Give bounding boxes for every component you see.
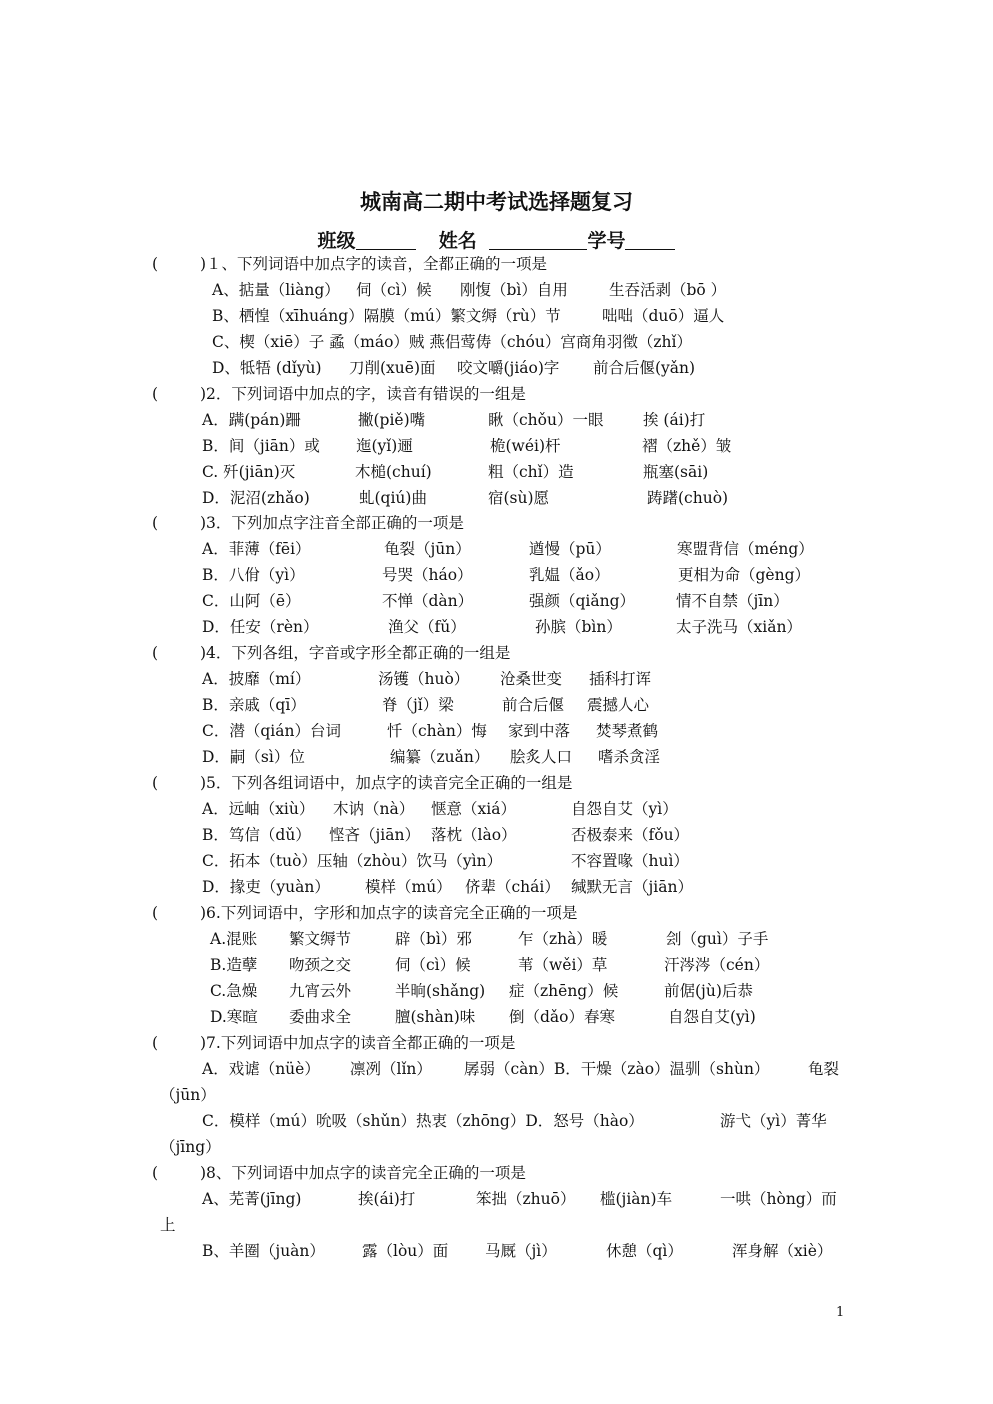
option-row-b <box>0 433 993 459</box>
option-row-a <box>0 536 993 562</box>
option-row-c <box>0 978 993 1004</box>
option-item: 不容置喙（huì） <box>571 852 689 870</box>
option-item: 乳媪（ǎo） <box>529 566 610 584</box>
option-item: 木槌(chuí) <box>355 463 432 481</box>
option-item: 更相为命（gèng） <box>678 566 811 584</box>
option-item: B、栖惶（xīhuáng）隔膜（mú）繁文缛（rù）节 <box>212 307 561 325</box>
option-row-a-wrap <box>0 1212 993 1238</box>
name-label: 姓名 <box>438 230 477 252</box>
answer-paren[interactable]: ( <box>152 904 159 922</box>
question-1 <box>0 251 993 381</box>
option-item: 咬文嚼(jiáo)字 <box>457 359 560 377</box>
option-item: 膻(shàn)味 <box>395 1008 476 1026</box>
option-item: 凛冽（lǐn） <box>350 1060 432 1078</box>
option-item: 瓶塞(sāi) <box>643 463 709 481</box>
question-stem: )5．下列各组词语中，加点字的读音完全正确的一组是 <box>200 774 573 792</box>
option-item: 情不自禁（jīn） <box>676 592 789 610</box>
option-item: 惬意（xiá） <box>431 800 516 818</box>
option-item: 马厩（jì） <box>485 1242 557 1260</box>
option-item: B、羊圈（juàn） <box>202 1242 325 1260</box>
option-item: 编纂（zuǎn） <box>390 748 490 766</box>
option-row-a <box>0 407 993 433</box>
option-item: B．亲戚（qī） <box>202 696 306 714</box>
option-item: 缄默无言（jiān） <box>571 878 693 896</box>
question-stem: )2．下列词语中加点的字，读音有错误的一组是 <box>200 385 526 403</box>
option-item: 号哭（háo） <box>382 566 473 584</box>
option-row-b <box>0 562 993 588</box>
option-item: 忏（chàn）悔 <box>387 722 487 740</box>
option-row-b <box>0 822 993 848</box>
option-item: 倒（dǎo）春寒 <box>509 1008 615 1026</box>
student-info-line <box>0 226 993 253</box>
option-item: D．任安（rèn） <box>202 618 319 636</box>
question-stem: )4．下列各组，字音或字形全都正确的一组是 <box>200 644 511 662</box>
option-item: B．笃信（dǔ） <box>202 826 311 844</box>
option-item: B.造孽 <box>210 956 258 974</box>
page-title: 城南高二期中考试选择题复习 <box>360 189 633 214</box>
class-label: 班级 <box>317 230 356 252</box>
answer-paren[interactable]: ( <box>152 385 159 403</box>
question-2 <box>0 381 993 511</box>
option-item: 粗（chǐ）造 <box>488 463 574 481</box>
option-item: A．戏谑（nüè） <box>202 1060 320 1078</box>
option-item: C．拓本（tuò）压轴（zhòu）饮马（yìn） <box>202 852 503 870</box>
option-item: B．八佾（yì） <box>202 566 305 584</box>
question-3 <box>0 510 993 640</box>
answer-paren[interactable]: ( <box>152 1034 159 1052</box>
question-5 <box>0 770 993 900</box>
option-item: A．菲薄（fēi） <box>202 540 311 558</box>
option-item: 脊（jǐ）梁 <box>382 696 454 714</box>
option-row-d <box>0 614 993 640</box>
option-item: B．间（jiān）或 <box>202 437 320 455</box>
option-item: A、掂量（liàng） <box>212 281 340 299</box>
option-row-ab <box>0 1056 993 1082</box>
option-item: 槛(jiàn)车 <box>600 1190 673 1208</box>
answer-paren[interactable]: ( <box>152 644 159 662</box>
option-row-ab-wrap <box>0 1082 993 1108</box>
option-row-d <box>0 485 993 511</box>
option-item: 不惮（dàn） <box>382 592 474 610</box>
option-item: 沧桑世变 <box>500 670 563 688</box>
answer-paren[interactable]: ( <box>152 514 159 532</box>
option-item: D.寒暄 <box>210 1008 258 1026</box>
option-item: 龟裂 <box>808 1060 840 1078</box>
question-stem: )7.下列词语中加点字的读音全都正确的一项是 <box>200 1034 516 1052</box>
option-item: C. 歼(jiān)灭 <box>202 463 296 481</box>
question-7 <box>0 1030 993 1160</box>
option-item: 笨拙（zhuō） <box>476 1190 576 1208</box>
option-row-a <box>0 277 993 303</box>
question-stem-row <box>0 1030 993 1056</box>
option-item: 落枕（lào） <box>431 826 517 844</box>
option-item: 辟（bì）邪 <box>395 930 472 948</box>
question-stem-row <box>0 640 993 666</box>
question-4 <box>0 640 993 770</box>
id-blank[interactable] <box>625 230 675 250</box>
question-stem-row <box>0 900 993 926</box>
question-stem-row <box>0 510 993 536</box>
option-row-c <box>0 588 993 614</box>
option-item: （jīng） <box>160 1138 221 1156</box>
option-item: 虬(qiú)曲 <box>359 489 427 507</box>
option-row-cd-wrap <box>0 1134 993 1160</box>
option-item: D．掾吏（yuàn） <box>202 878 330 896</box>
option-item: 半晌(shǎng) <box>395 982 486 1000</box>
option-item: 游弋（yì）菁华 <box>720 1112 827 1130</box>
option-item: 浑身解（xiè） <box>732 1242 833 1260</box>
option-item: 瞅（chǒu）一眼 <box>488 411 604 429</box>
option-row-a <box>0 796 993 822</box>
option-item: 强颜（qiǎng） <box>529 592 636 610</box>
answer-paren[interactable]: ( <box>152 774 159 792</box>
page-number: 1 <box>836 1305 845 1320</box>
option-item: 焚琴煮鹤 <box>596 722 659 740</box>
option-item: 寒盟背信（méng） <box>677 540 814 558</box>
option-item: 否极泰来（fǒu） <box>571 826 690 844</box>
option-item: 生吞活剥（bō ） <box>609 281 727 299</box>
option-item: 插科打诨 <box>589 670 652 688</box>
question-stem-row <box>0 251 993 277</box>
question-stem: )8、下列词语中加点字的读音完全正确的一项是 <box>200 1164 526 1182</box>
option-item: 撇(piě)嘴 <box>358 411 426 429</box>
option-item: 吻颈之交 <box>289 956 352 974</box>
option-item: 苇（wěi）草 <box>518 956 608 974</box>
option-item: 嗜杀贪淫 <box>598 748 661 766</box>
option-item: 悭吝（jiān） <box>329 826 420 844</box>
option-item: 脍炙人口 <box>510 748 573 766</box>
option-row-c <box>0 718 993 744</box>
option-item: 家到中落 <box>508 722 571 740</box>
option-item: 露（lòu）面 <box>362 1242 449 1260</box>
option-item: 褶（zhě）皱 <box>642 437 732 455</box>
option-item: A．披靡（mí） <box>202 670 311 688</box>
question-stem-row <box>0 770 993 796</box>
option-row-d <box>0 355 993 381</box>
option-item: 上 <box>160 1216 176 1234</box>
option-item: C．山阿（ē） <box>202 592 301 610</box>
option-item: A.混账 <box>210 930 258 948</box>
option-item: 挨(ái)打 <box>358 1190 416 1208</box>
answer-paren[interactable]: ( <box>152 255 159 273</box>
option-item: 咄咄（duō）逼人 <box>602 307 725 325</box>
option-row-b <box>0 952 993 978</box>
option-row-b <box>0 1238 993 1264</box>
option-row-a <box>0 666 993 692</box>
option-item: 孙膑（bìn） <box>535 618 622 636</box>
option-row-cd <box>0 1108 993 1134</box>
question-stem-row <box>0 381 993 407</box>
option-row-d <box>0 874 993 900</box>
option-row-c <box>0 329 993 355</box>
option-item: 自怨自艾（yì） <box>571 800 678 818</box>
option-item: 汗涔涔（cén） <box>664 956 770 974</box>
option-item: 刀削(xuē)面 <box>349 359 436 377</box>
option-item: 孱弱（càn）B．干燥（zào）温驯（shùn） <box>464 1060 770 1078</box>
option-item: 伺（cì）候 <box>356 281 432 299</box>
option-row-d <box>0 744 993 770</box>
question-stem: )3．下列加点字注音全部正确的一项是 <box>200 514 464 532</box>
name-blank[interactable] <box>489 230 587 250</box>
question-stem: )１、下列词语中加点字的读音，全都正确的一项是 <box>200 255 548 273</box>
option-row-c <box>0 848 993 874</box>
option-item: D．泥沼(zhǎo) <box>202 489 310 507</box>
option-item: A．远岫（xiù） <box>202 800 315 818</box>
option-item: C．潜（qián）台词 <box>202 722 341 740</box>
class-blank[interactable] <box>356 230 416 250</box>
option-item: 木讷（nà） <box>333 800 415 818</box>
option-item: 乍（zhà）暖 <box>518 930 608 948</box>
option-item: 九宵云外 <box>289 982 352 1000</box>
option-item: （jūn） <box>160 1086 216 1104</box>
option-item: C、楔（xiē）子 蟊（máo）贼 燕侣莺俦（chóu）宫商角羽徵（zhǐ） <box>212 333 692 351</box>
option-item: 震撼人心 <box>587 696 650 714</box>
option-item: 踌躇(chuò) <box>647 489 729 507</box>
option-item: 宿(sù)愿 <box>488 489 550 507</box>
option-item: 症（zhēng）候 <box>509 982 619 1000</box>
id-label: 学号 <box>587 230 626 252</box>
option-item: 桅(wéi)杆 <box>490 437 561 455</box>
option-row-c <box>0 459 993 485</box>
option-item: 休憩（qì） <box>606 1242 683 1260</box>
option-item: C.急燥 <box>210 982 258 1000</box>
option-item: A．蹒(pán)跚 <box>202 411 301 429</box>
option-item: 委曲求全 <box>289 1008 352 1026</box>
question-stem: )6.下列词语中，字形和加点字的读音完全正确的一项是 <box>200 904 578 922</box>
option-item: 刚愎（bì）自用 <box>460 281 568 299</box>
option-item: 模样（mú） <box>365 878 452 896</box>
answer-paren[interactable]: ( <box>152 1164 159 1182</box>
option-item: 前倨(jù)后恭 <box>664 982 753 1000</box>
option-item: D、牴牾 (dǐyù) <box>212 359 322 377</box>
option-item: 挨 (ái)打 <box>643 411 706 429</box>
option-item: A、芜菁(jīng) <box>202 1190 302 1208</box>
option-row-d <box>0 1004 993 1030</box>
option-item: 自怨自艾(yì) <box>668 1008 756 1026</box>
option-item: 龟裂（jūn） <box>384 540 471 558</box>
option-item: 伺（cì）候 <box>395 956 471 974</box>
question-8 <box>0 1160 993 1264</box>
question-stem-row <box>0 1160 993 1186</box>
option-item: 前合后偃 <box>502 696 565 714</box>
option-item: C．模样（mú）吮吸（shǔn）热衷（zhōng）D．怒号（hào） <box>202 1112 644 1130</box>
option-item: 渔父（fǔ） <box>388 618 466 636</box>
option-item: 遒慢（pū） <box>529 540 611 558</box>
option-item: D．嗣（sì）位 <box>202 748 305 766</box>
option-item: 繁文缛节 <box>289 930 352 948</box>
option-item: 汤镬（huò） <box>378 670 470 688</box>
option-row-b <box>0 303 993 329</box>
option-item: 前合后偃(yǎn) <box>593 359 696 377</box>
option-item: 一哄（hòng）而 <box>720 1190 837 1208</box>
option-row-a <box>0 1186 993 1212</box>
option-row-b <box>0 692 993 718</box>
question-6 <box>0 900 993 1030</box>
option-row-a <box>0 926 993 952</box>
option-item: 太子洗马（xiǎn） <box>676 618 802 636</box>
option-item: 迤(yǐ)逦 <box>356 437 413 455</box>
option-item: 侪辈（chái） <box>465 878 560 896</box>
option-item: 刽（guì）子手 <box>666 930 769 948</box>
